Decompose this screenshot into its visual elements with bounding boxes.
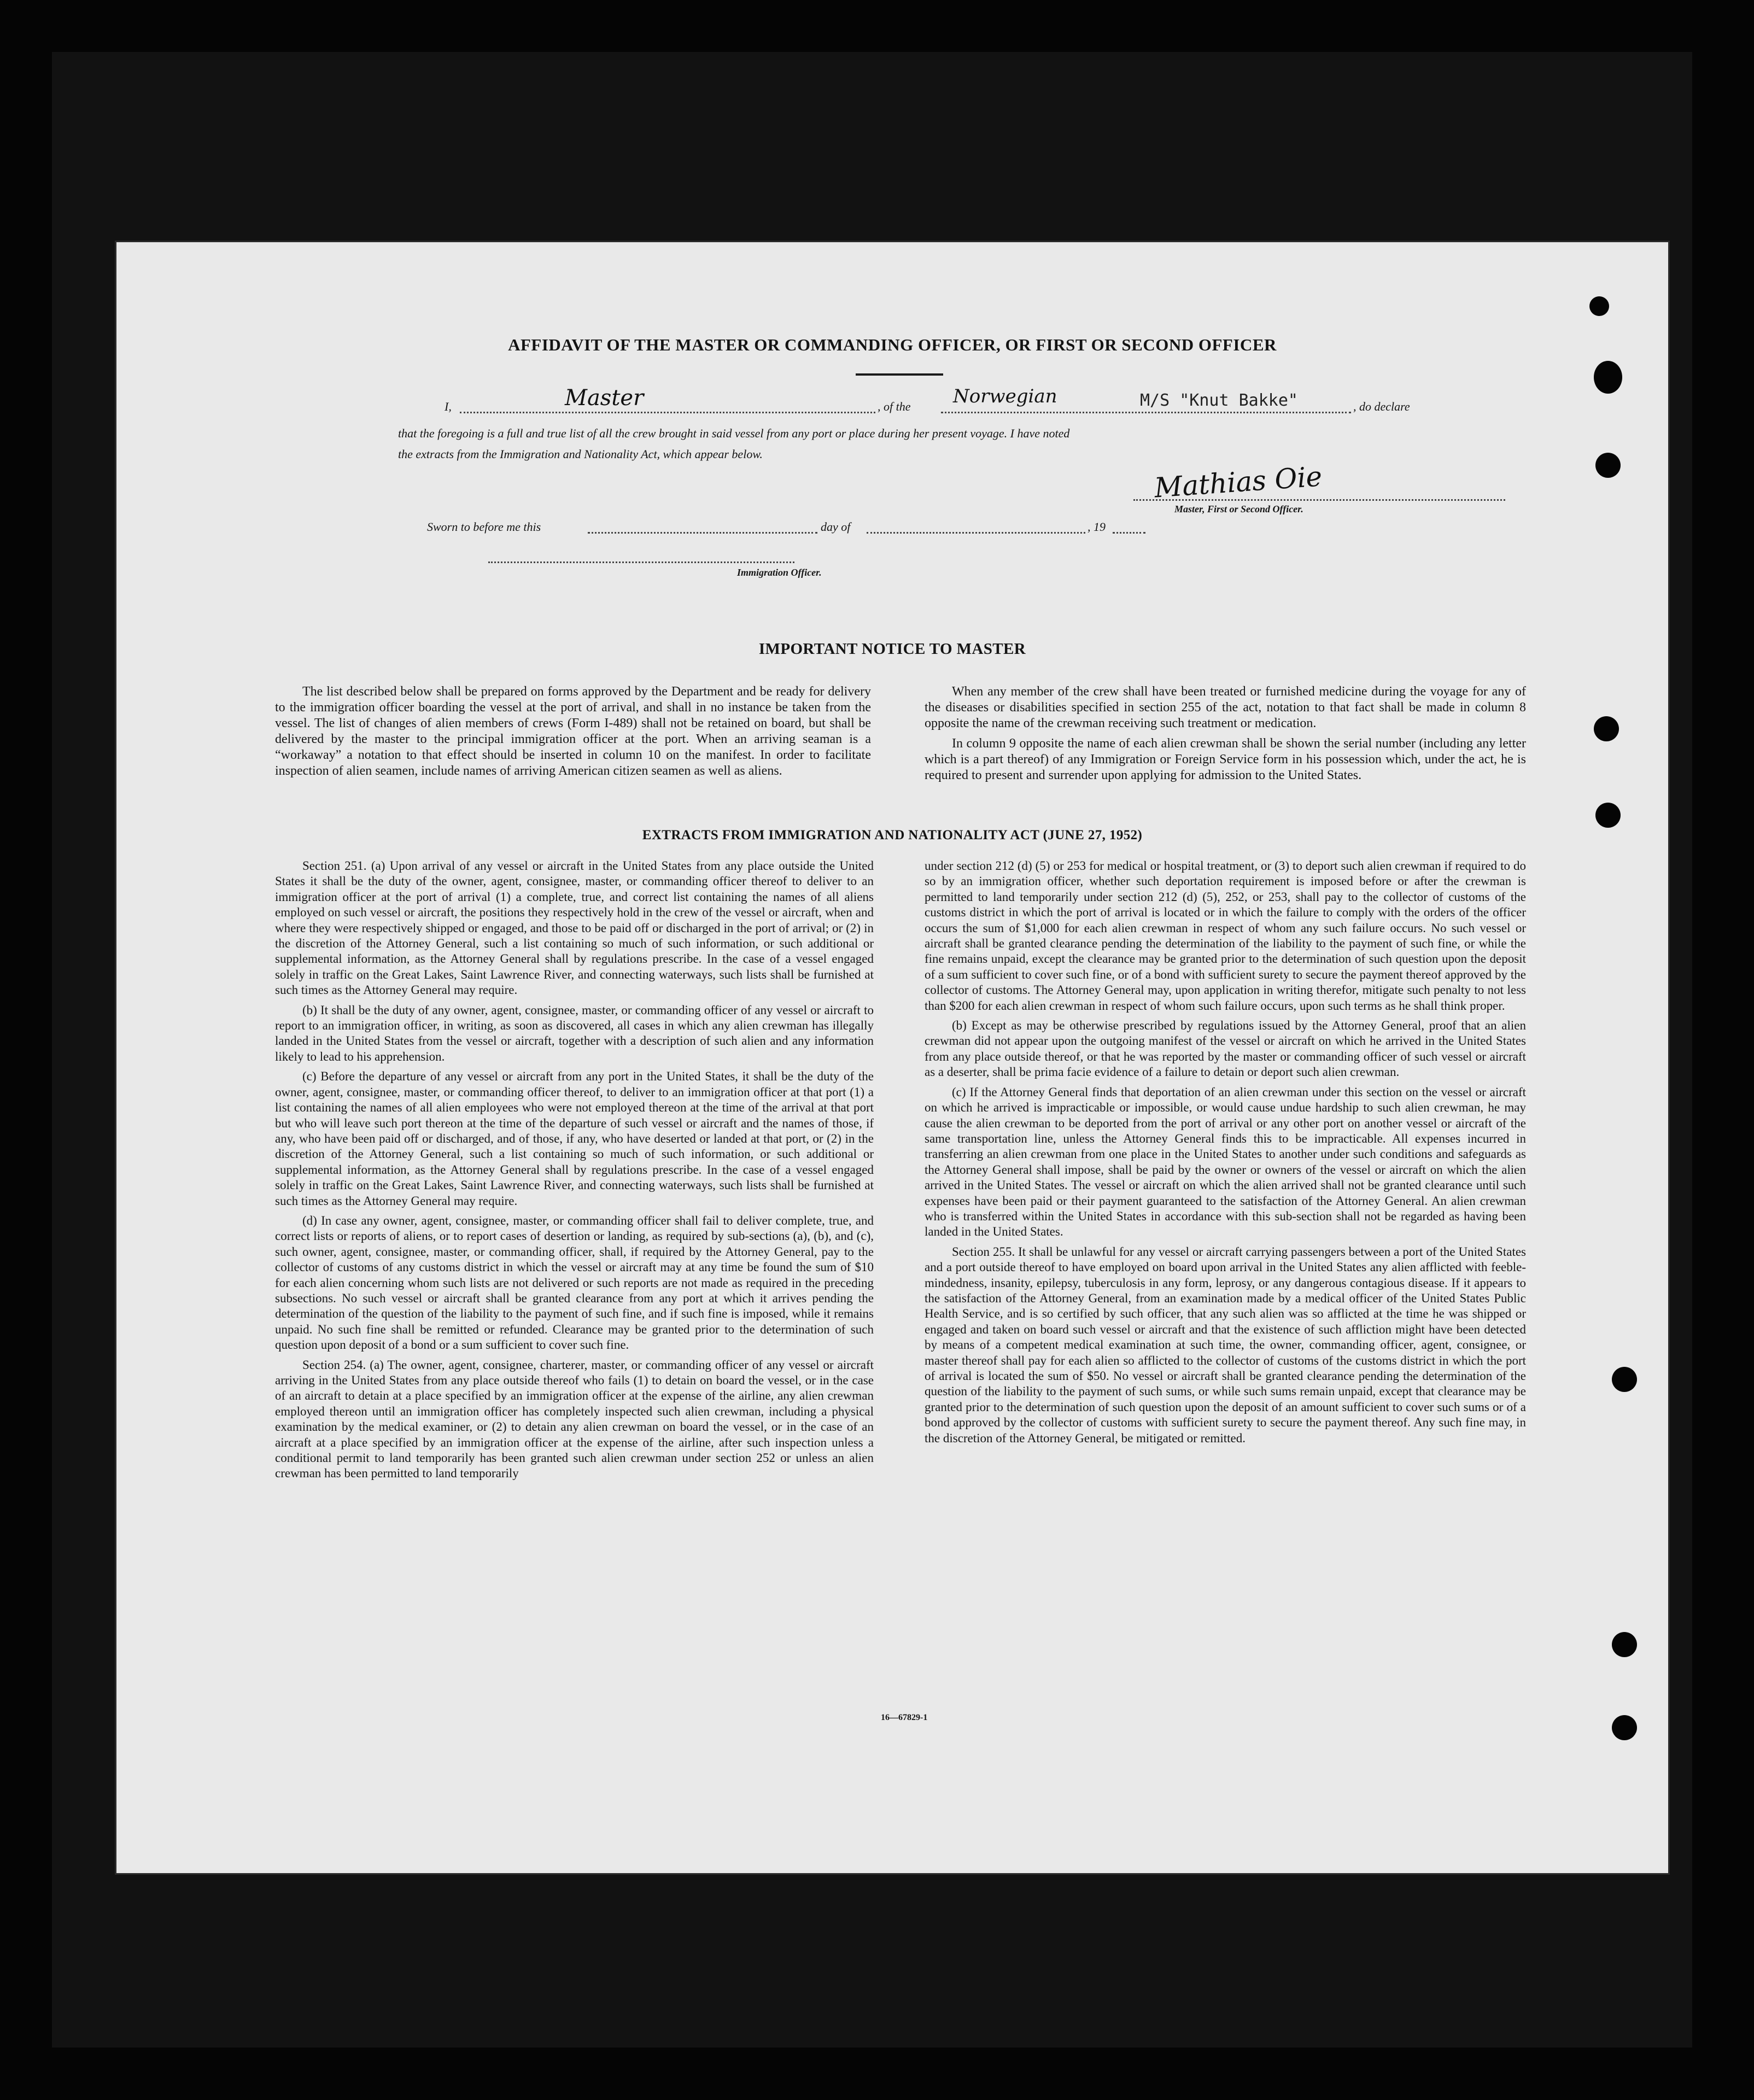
year-label: , 19	[1088, 520, 1106, 534]
punch-hole	[1589, 296, 1609, 316]
sworn-month-line	[867, 532, 1085, 534]
master-handwritten: Master	[565, 385, 644, 411]
notice-left-column	[275, 684, 871, 783]
punch-hole	[1594, 716, 1619, 741]
section-255: Section 255. It shall be unlawful for any vessel or aircraft carrying passengers between a port of the United States and a port outside thereof to have employed on board upon arrival in the United States any alien afflicted with feeble-mindedness, insanity, epilepsy, tuberculosis in any form, leprosy, or any dangerous contagious disease. If it appears to the satisfaction of the Attorney General, from an examination made by a medical officer of the United States Public Health Service, and is so certified by such officer, that any such alien was so afflicted at the time he was shipped or engaged and taken on board such vessel or aircraft and that the existence of such affliction might have been detected by means of a competent medical examination at such time, the owner, commanding officer, agent, consignee, or master thereof shall pay for each alien so afflicted to the collector of customs of the customs district in which the port of arrival is located the sum of $50. No vessel or aircraft shall be granted clearance pending the determination of the question of the liability to the payment of such sums, or while such sums remain unpaid, except that clearance may be granted prior to the determination of such question upon the deposit of an amount sufficient to cover such sums or of a bond approved by the collector of customs with sufficient surety to secure the payment thereof. Any such fine may, in the discretion of the Attorney General, be mitigated or remitted.	[925, 1244, 1526, 1445]
vessel-field-line	[941, 412, 1351, 413]
officer-signature-line	[488, 561, 794, 563]
declaration-line-2: the extracts from the Immigration and Nationality Act, which appear below.	[398, 447, 763, 461]
title-underline	[856, 373, 943, 376]
section-251d: (d) In case any owner, agent, consignee, master, or commanding officer shall fail to deliver complete, true, and correct lists or reports of aliens, or to report cases of desertion or landing, as required by sub-sections (a), (b), and (c), such owner, agent, consignee, master, or commanding officer, shall, if required by the Attorney General, pay to the collector of customs of any customs district in which the vessel or aircraft may at any time be found the sum of $10 for each alien concerning whom such lists are not delivered or such reports are not made as required in the preceding subsections. No such vessel or aircraft shall be granted clearance from any port at which it arrives pending the determination of the question of the liability to the payment of such fine, and if such fine is imposed, while it remains unpaid. No such fine shall be remitted or refunded. Clearance may be granted prior to the determination of such question upon deposit of a bond or a sum sufficient to cover such fine.	[275, 1213, 874, 1352]
affidavit-title: AFFIDAVIT OF THE MASTER OR COMMANDING OFFICER, OR FIRST OR SECOND OFFICER	[508, 335, 1277, 354]
section-254b: (b) Except as may be otherwise prescribed by regulations issued by the Attorney General, proof that an alien crewman did not appear upon the outgoing manifest of the vessel or aircraft on which he arrived in the United States from any place outside thereof, or that he was reported by the master or commanding officer of such vessel or aircraft as a deserter, shall be prima facie evidence of a failure to detain or deport such alien crewman.	[925, 1019, 1526, 1079]
punch-hole	[1612, 1367, 1637, 1392]
master-signature: Mathias Oie	[1153, 460, 1323, 504]
punch-hole	[1595, 453, 1621, 478]
i-label: I,	[445, 400, 452, 413]
vessel-nationality-handwritten: Norwegian	[953, 385, 1057, 407]
notice-right-paragraph-2: In column 9 opposite the name of each alien crewman shall be shown the serial number (including any letter which is a part thereof) of any Immigration or Foreign Service form in his possession which, under the act, he is required to present and surrender upon applying for admission to the United States.	[925, 736, 1526, 782]
section-254c: (c) If the Attorney General finds that deportation of an alien crewman under this section on the vessel or aircraft on which he arrived is impracticable or impossible, or would cause undue hardship to such alien crewman, he may cause the alien crewman to be deported from the port of arrival or any other port on another vessel or aircraft of the same transportation line, unless the Attorney General finds this to be impracticable. All expenses incurred in transferring an alien crewman from one place in the United States to another under such conditions and safeguards as the Attorney General shall impose, shall be paid by the owner or owners of the vessel or aircraft on which the alien arrived in the United States. The vessel or aircraft on which the alien arrived shall not be granted clearance until such expenses have been paid or their payment guaranteed to the satisfaction of the Attorney General. An alien crewman who is transferred within the United States in accordance with this sub-section shall not be regarded as having been landed in the United States.	[925, 1085, 1526, 1239]
sworn-day-line	[588, 532, 817, 534]
punch-hole	[1595, 803, 1621, 828]
notice-right-paragraph-1: When any member of the crew shall have been treated or furnished medicine during the voyage for any of the diseases or disabilities specified in section 255 of the act, notation to that fact shall be made in column 8 opposite the name of the crewman receiving such treatment or medication.	[925, 685, 1526, 730]
name-field-line	[460, 412, 875, 413]
section-254a: Section 254. (a) The owner, agent, consignee, charterer, master, or commanding officer of any vessel or aircraft arriving in the United States from any place outside thereof who fails (1) to detain on board the vessel, or in the case of an aircraft to detain at a place specified by an immigration officer at the expense of the airline, any alien crewman employed thereon until an immigration officer has completely inspected such alien crewman, including a physical examination by the medical examiner, or (2) to detain any alien crewman on board the vessel, or in the case of an aircraft at a place specified by an immigration officer at the expense of the airline, after such inspection unless a conditional permit to land temporarily has been granted such alien crewman under section 252 or unless an alien crewman has been permitted to land temporarily	[275, 1358, 874, 1481]
sworn-label: Sworn to before me this	[427, 520, 541, 534]
punch-hole	[1594, 361, 1622, 394]
extracts-left-column	[275, 858, 874, 1486]
section-251c: (c) Before the departure of any vessel or aircraft from any port in the United States, it shall be the duty of the owner, agent, consignee, master, or commanding officer thereof, to deliver to an immigration officer at that port (1) a list containing the names of all alien employees who were not employed thereon at the time of the arrival at that port but who will leave such port thereon at the time of the departure of such vessel or aircraft and the names of those, if any, who have been paid off or discharged, and of those, if any, who have deserted or landed at that port, or (2) in the discretion of the Attorney General, such a list containing so much of such information, or such additional or supplemental information, as the Attorney General shall by regulations prescribe. In the case of a vessel engaged solely in traffic on the Great Lakes, Saint Lawrence River, and connecting waterways, such lists shall be furnished at such times as the Attorney General may require.	[275, 1069, 874, 1208]
form-code: 16—67829-1	[881, 1713, 928, 1722]
declaration-line-1: that the foregoing is a full and true list of all the crew brought in said vessel from any port or place during her present voyage. I have noted	[398, 426, 1070, 440]
vessel-name-typed: M/S "Knut Bakke"	[1140, 391, 1298, 410]
notice-right-column	[925, 684, 1526, 788]
extracts-right-column	[925, 858, 1526, 1450]
affidavit-page	[116, 242, 1668, 1873]
do-declare-label: , do declare	[1353, 400, 1410, 413]
signature-caption: Master, First or Second Officer.	[1174, 504, 1303, 514]
signature-line	[1133, 499, 1505, 501]
notice-left-paragraph: The list described below shall be prepared on forms approved by the Department and be ready for delivery to the immigration officer boarding the vessel at the port of arrival, and shall in no instance be taken from the vessel. The list of changes of alien members of crews (Form I-489) shall not be retained on board, but shall be delivered by the master to the principal immigration officer at the port. When an arriving seaman is a “workaway” a notation to that effect should be inserted in column 10 on the manifest. In order to facilitate inspection of alien seamen, include names of arriving American citizen seamen as well as aliens.	[275, 685, 871, 778]
of-the-label: , of the	[878, 400, 911, 413]
officer-caption: Immigration Officer.	[737, 567, 822, 578]
sworn-year-line	[1113, 532, 1145, 534]
section-251b: (b) It shall be the duty of any owner, agent, consignee, master, or commanding officer of any vessel or aircraft to report to an immigration officer, in writing, as soon as discovered, all cases in which any alien crewman has illegally landed in the United States from the vessel or aircraft, together with a description of such alien and any information likely to lead to his apprehension.	[275, 1003, 874, 1063]
extracts-title: EXTRACTS FROM IMMIGRATION AND NATIONALITY ACT (JUNE 27, 1952)	[642, 828, 1143, 843]
day-label: day of	[821, 520, 851, 534]
punch-hole	[1612, 1715, 1637, 1740]
punch-hole	[1612, 1632, 1637, 1657]
notice-title: IMPORTANT NOTICE TO MASTER	[758, 640, 1026, 658]
section-254a-continued: under section 212 (d) (5) or 253 for medical or hospital treatment, or (3) to deport such alien crewman if required to do so by an immigration officer, whether such deportation requirement is imposed before or after the crewman is permitted to land temporarily under section 212 (d) (5), 252, or 253, shall pay to the collector of customs of the customs district in which the port of arrival is located or in which the failure to comply with the orders of the officer occurs the sum of $1,000 for each alien crewman in respect of whom any such failure occurs. No such vessel or aircraft shall be granted clearance pending the determination of the liability to the payment of such fine, or while the fine remains unpaid, except the clearance may be granted prior to the determination of such question upon the deposit of a sum sufficient to cover such fine, or of a bond with sufficient surety to secure the payment thereof approved by the collector of customs. The Attorney General may, upon application in writing therefor, mitigate such penalty to not less than $200 for each alien crewman in respect of whom such failure occurs, upon such terms as he shall think proper.	[925, 859, 1526, 1013]
section-251a: Section 251. (a) Upon arrival of any vessel or aircraft in the United States from any place outside the United States it shall be the duty of the owner, agent, consignee, master, or commanding officer thereof to deliver to an immigration officer at the port of arrival (1) a complete, true, and correct list containing the names of all aliens employed on such vessel or aircraft, the positions they respectively hold in the crew of the vessel or aircraft, when and where they were respectively shipped or engaged, and those to be paid off or discharged in the port of arrival; or (2) in the discretion of the Attorney General, such a list containing so much of such information, or such additional or supplemental information, as the Attorney General shall by regulations prescribe. In the case of a vessel engaged solely in traffic on the Great Lakes, Saint Lawrence River, and connecting waterways, such lists shall be furnished at such times as the Attorney General may require.	[275, 859, 874, 997]
